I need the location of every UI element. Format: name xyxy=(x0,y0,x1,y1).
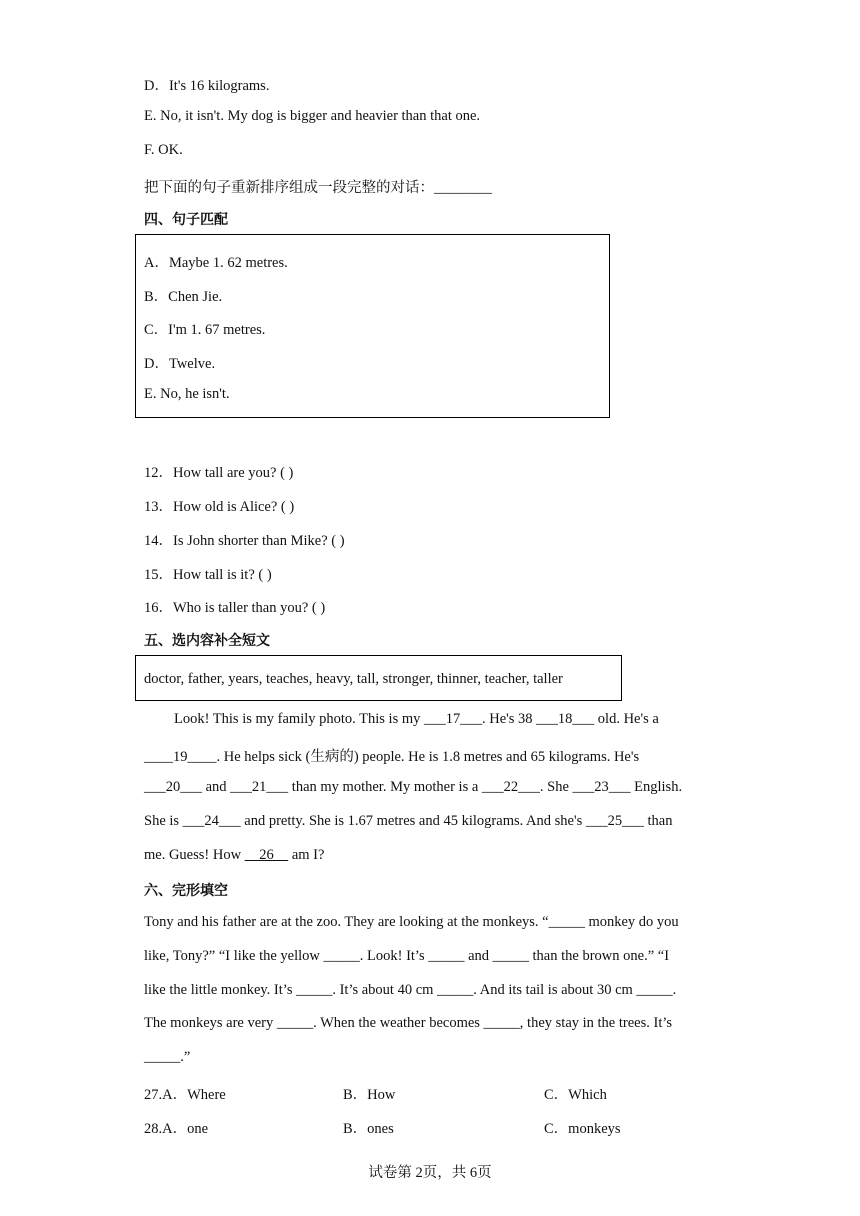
reorder-instruction: 把下面的句子重新排序组成一段完整的对话：________ xyxy=(144,180,492,196)
option-d: D．It's 16 kilograms. xyxy=(144,78,270,94)
passage6-line-2: like, Tony?” “I like the yellow _____. Look! It’s _____ and _____ than the brown one.” “I xyxy=(144,948,670,964)
q28-option-a: 28.A．one xyxy=(144,1121,209,1137)
box-option-d: D．Twelve. xyxy=(144,356,216,372)
passage5-line-5-after: am I? xyxy=(288,847,325,863)
word-bank: doctor, father, years, teaches, heavy, tall, stronger, thinner, teacher, taller xyxy=(144,671,563,687)
passage5-line-2: ____19____. He helps sick (生病的) people. He is 1.8 metres and 65 kilograms. He's xyxy=(144,749,640,765)
box-option-a: A．Maybe 1. 62 metres. xyxy=(144,255,288,271)
q27-option-c: C．Which xyxy=(544,1087,607,1103)
q27-option-b: B．How xyxy=(343,1087,396,1103)
page-footer: 试卷第 2页，共 6页 xyxy=(368,1165,492,1181)
passage6-line-1: Tony and his father are at the zoo. They are looking at the monkeys. “_____ monkey do you xyxy=(144,914,679,930)
question-14: 14．Is John shorter than Mike? ( ) xyxy=(144,533,345,549)
passage5-line-3: ___20___ and ___21___ than my mother. My mother is a ___22___. She ___23___ English. xyxy=(144,779,683,795)
box-option-e: E. No, he isn't. xyxy=(144,386,230,402)
passage5-line-1: Look! This is my family photo. This is my ___17___. He's 38 ___18___ old. He's a xyxy=(174,711,659,727)
passage5-line-5-before: me. Guess! How xyxy=(144,847,245,863)
passage6-line-4: The monkeys are very _____. When the weather becomes _____, they stay in the trees. It’s xyxy=(144,1015,673,1031)
box-option-b: B．Chen Jie. xyxy=(144,289,223,305)
q28-option-c: C．monkeys xyxy=(544,1121,621,1137)
box-option-c: C．I'm 1. 67 metres. xyxy=(144,322,266,338)
passage6-line-5: _____.” xyxy=(144,1049,191,1065)
option-e: E. No, it isn't. My dog is bigger and heavier than that one. xyxy=(144,108,481,124)
passage6-line-3: like the little monkey. It’s _____. It’s about 40 cm _____. And its tail is about 30 cm _____. xyxy=(144,982,677,998)
question-13: 13．How old is Alice? ( ) xyxy=(144,499,295,515)
question-12: 12．How tall are you? ( ) xyxy=(144,465,294,481)
section5-heading: 五、选内容补全短文 xyxy=(144,633,270,649)
blank-26: 26 xyxy=(244,847,289,863)
passage5-line-4: She is ___24___ and pretty. She is 1.67 metres and 45 kilograms. And she's ___25___ than xyxy=(144,813,673,829)
q27-option-a: 27.A．Where xyxy=(144,1087,226,1103)
option-f: F. OK. xyxy=(144,142,183,158)
q28-option-b: B．ones xyxy=(343,1121,394,1137)
question-15: 15．How tall is it? ( ) xyxy=(144,567,272,583)
section6-heading: 六、完形填空 xyxy=(144,883,228,899)
passage5-line-5 xyxy=(144,847,324,864)
section4-heading: 四、句子匹配 xyxy=(144,212,228,228)
question-16: 16．Who is taller than you? ( ) xyxy=(144,600,326,616)
